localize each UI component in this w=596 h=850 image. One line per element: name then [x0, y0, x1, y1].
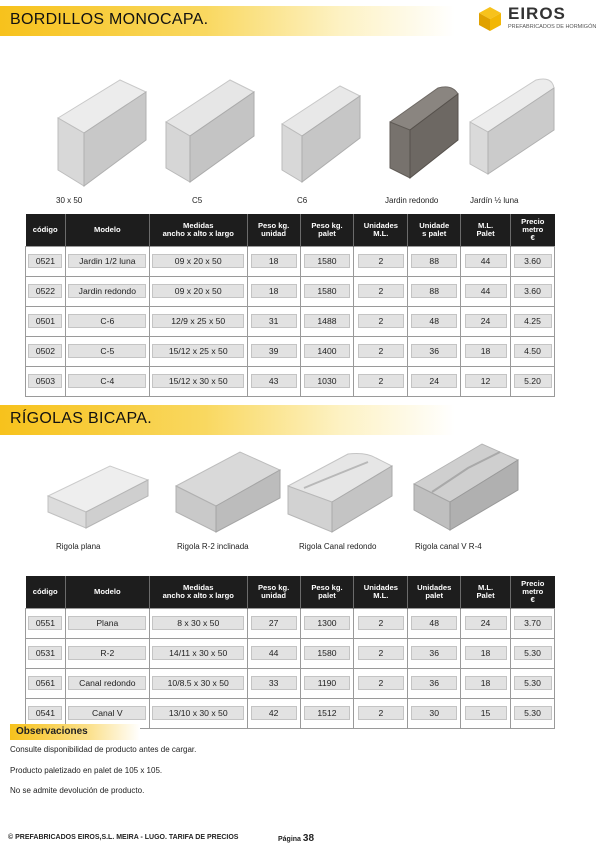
- cell-value-ml-palet: 18: [465, 646, 507, 660]
- cell-value-codigo: 0522: [28, 284, 62, 298]
- table-cell: [247, 306, 300, 336]
- table-row: [26, 336, 555, 366]
- cell-value-modelo: Canal V: [68, 706, 146, 720]
- cell-value-ml-palet: 24: [465, 314, 507, 328]
- section-banner-rigolas: [0, 405, 455, 435]
- column-header-modelo: Modelo: [65, 214, 149, 246]
- table-row: [26, 306, 555, 336]
- section-title: BORDILLOS MONOCAPA.: [10, 11, 209, 28]
- table-cell: [300, 668, 354, 698]
- table-cell: [300, 246, 354, 276]
- cell-value-ml-palet: 18: [465, 344, 507, 358]
- cell-value-medidas: 09 x 20 x 50: [152, 284, 244, 298]
- table-cell: [149, 366, 247, 396]
- section-title: RÍGOLAS BICAPA.: [10, 410, 153, 427]
- cell-value-precio-metro: 4.25: [514, 314, 552, 328]
- cell-value-unidades-ml: 2: [358, 616, 404, 630]
- table-cell: [65, 366, 149, 396]
- price-table-bordillos: [25, 214, 555, 397]
- cell-value-codigo: 0551: [28, 616, 62, 630]
- table-cell: [408, 366, 461, 396]
- table-cell: [408, 306, 461, 336]
- table-cell: [247, 276, 300, 306]
- cell-value-peso-palet: 1580: [304, 646, 350, 660]
- column-header-ml-palet: M.L. Palet: [461, 214, 511, 246]
- cell-value-medidas: 8 x 30 x 50: [152, 616, 244, 630]
- cell-value-modelo: C-5: [68, 344, 146, 358]
- product-image-rigola-canal-v: [410, 438, 522, 534]
- table-row: [26, 638, 555, 668]
- table-cell: [354, 608, 408, 638]
- cell-value-codigo: 0521: [28, 254, 62, 268]
- table-row: [26, 366, 555, 396]
- cell-value-peso-palet: 1512: [304, 706, 350, 720]
- eiros-logo: [478, 4, 596, 34]
- cell-value-peso-unidad: 18: [251, 284, 297, 298]
- cell-value-codigo: 0561: [28, 676, 62, 690]
- section-banner-bordillos: [0, 6, 455, 36]
- table-cell: [354, 698, 408, 728]
- cell-value-unidades-palet: 36: [411, 646, 457, 660]
- table-cell: [354, 246, 408, 276]
- table-cell: [408, 638, 461, 668]
- logo-wordmark: EIROS: [508, 4, 566, 23]
- table-cell: [408, 336, 461, 366]
- table-cell: [247, 668, 300, 698]
- table-cell: [247, 638, 300, 668]
- page-number-label: [278, 833, 314, 844]
- table-cell: [354, 366, 408, 396]
- column-header-medidas: Medidas ancho x alto x largo: [149, 214, 247, 246]
- table-cell: [65, 246, 149, 276]
- table-cell: [408, 698, 461, 728]
- cube-logo-icon: [478, 6, 502, 32]
- cell-value-unidades-palet: 48: [411, 616, 457, 630]
- table-cell: [300, 608, 354, 638]
- cell-value-modelo: C-4: [68, 374, 146, 388]
- product-caption: C6: [297, 196, 308, 205]
- table-cell: [354, 638, 408, 668]
- cell-value-peso-unidad: 27: [251, 616, 297, 630]
- table-cell: [247, 336, 300, 366]
- cell-value-medidas: 10/8.5 x 30 x 50: [152, 676, 244, 690]
- product-image-c6: [276, 82, 366, 187]
- cell-value-peso-unidad: 33: [251, 676, 297, 690]
- cell-value-peso-unidad: 43: [251, 374, 297, 388]
- table-cell: [247, 246, 300, 276]
- footer-copyright: © PREFABRICADOS EIROS,S.L. MEIRA - LUGO. TARIFA DE PRECIOS: [8, 834, 239, 841]
- table-cell: [65, 668, 149, 698]
- cell-value-unidades-palet: 36: [411, 344, 457, 358]
- column-header-unidades-palet: Unidades palet: [408, 576, 461, 608]
- cell-value-peso-palet: 1580: [304, 254, 350, 268]
- cell-value-precio-metro: 4.50: [514, 344, 552, 358]
- cell-value-medidas: 15/12 x 30 x 50: [152, 374, 244, 388]
- cell-value-ml-palet: 44: [465, 254, 507, 268]
- table-cell: [511, 276, 555, 306]
- table-cell: [300, 336, 354, 366]
- table-cell: [149, 698, 247, 728]
- table-cell: [65, 276, 149, 306]
- column-header-unidades-ml: Unidades M.L.: [354, 576, 408, 608]
- product-caption: Jardin redondo: [385, 196, 439, 205]
- observations-label: [10, 724, 140, 740]
- table-cell: [247, 698, 300, 728]
- observation-line: No se admite devolución de producto.: [10, 786, 145, 795]
- cell-value-ml-palet: 15: [465, 706, 507, 720]
- cell-value-modelo: Canal redondo: [68, 676, 146, 690]
- column-header-peso-unidad: Peso kg. unidad: [247, 576, 300, 608]
- product-image-rigola-canal-redondo: [284, 448, 396, 536]
- cell-value-precio-metro: 5.30: [514, 676, 552, 690]
- column-header-precio-metro: Precio metro €: [511, 214, 555, 246]
- table-cell: [408, 276, 461, 306]
- product-image-jardin-media-luna: [466, 76, 558, 180]
- cell-value-peso-palet: 1580: [304, 284, 350, 298]
- table-cell: [26, 668, 66, 698]
- table-cell: [149, 246, 247, 276]
- cell-value-modelo: Jardin redondo: [68, 284, 146, 298]
- table-cell: [354, 668, 408, 698]
- table-cell: [461, 306, 511, 336]
- product-caption: 30 x 50: [56, 196, 83, 205]
- cell-value-medidas: 14/11 x 30 x 50: [152, 646, 244, 660]
- cell-value-peso-palet: 1488: [304, 314, 350, 328]
- product-caption: Rigola Canal redondo: [299, 542, 377, 551]
- cell-value-codigo: 0503: [28, 374, 62, 388]
- table-cell: [149, 638, 247, 668]
- cell-value-unidades-ml: 2: [358, 254, 404, 268]
- cell-value-modelo: C-6: [68, 314, 146, 328]
- cell-value-unidades-ml: 2: [358, 314, 404, 328]
- cell-value-unidades-ml: 2: [358, 646, 404, 660]
- observation-line: Producto paletizado en palet de 105 x 105.: [10, 766, 163, 775]
- table-cell: [511, 246, 555, 276]
- table-row: [26, 608, 555, 638]
- table-cell: [26, 276, 66, 306]
- cell-value-precio-metro: 5.30: [514, 706, 552, 720]
- logo-tagline: PREFABRICADOS DE HORMIGÓN: [508, 24, 596, 30]
- table-cell: [354, 276, 408, 306]
- column-header-modelo: Modelo: [65, 576, 149, 608]
- cell-value-unidades-ml: 2: [358, 284, 404, 298]
- product-image-rigola-r2: [172, 448, 284, 536]
- table-cell: [354, 336, 408, 366]
- cell-value-precio-metro: 3.60: [514, 254, 552, 268]
- cell-value-ml-palet: 24: [465, 616, 507, 630]
- table-cell: [247, 608, 300, 638]
- cell-value-unidades-palet: 88: [411, 254, 457, 268]
- table-cell: [149, 306, 247, 336]
- column-header-unidades-palet: Unidade s palet: [408, 214, 461, 246]
- table-cell: [511, 638, 555, 668]
- column-header-unidades-ml: Unidades M.L.: [354, 214, 408, 246]
- table-cell: [247, 366, 300, 396]
- product-image-30x50: [50, 78, 150, 188]
- cell-value-codigo: 0502: [28, 344, 62, 358]
- table-cell: [461, 668, 511, 698]
- cell-value-modelo: R-2: [68, 646, 146, 660]
- table-cell: [511, 366, 555, 396]
- cell-value-peso-palet: 1300: [304, 616, 350, 630]
- table-cell: [511, 336, 555, 366]
- column-header-medidas: Medidas ancho x alto x largo: [149, 576, 247, 608]
- table-cell: [461, 698, 511, 728]
- observations-title: Observaciones: [16, 726, 88, 737]
- table-cell: [26, 336, 66, 366]
- page-label: Página: [278, 836, 301, 843]
- cell-value-modelo: Plana: [68, 616, 146, 630]
- product-image-rigola-plana: [44, 462, 152, 534]
- cell-value-medidas: 12/9 x 25 x 50: [152, 314, 244, 328]
- table-cell: [300, 698, 354, 728]
- cell-value-codigo: 0541: [28, 706, 62, 720]
- column-header-ml-palet: M.L. Palet: [461, 576, 511, 608]
- column-header-peso-palet: Peso kg. palet: [300, 214, 354, 246]
- product-caption: Rigola canal V R-4: [415, 542, 482, 551]
- table-cell: [149, 608, 247, 638]
- table-cell: [511, 608, 555, 638]
- cell-value-unidades-palet: 30: [411, 706, 457, 720]
- price-table-rigolas: [25, 576, 555, 729]
- cell-value-unidades-ml: 2: [358, 706, 404, 720]
- cell-value-precio-metro: 5.30: [514, 646, 552, 660]
- page-number: 38: [302, 833, 315, 844]
- observation-line: Consulte disponibilidad de producto antes de cargar.: [10, 745, 197, 754]
- table-cell: [26, 638, 66, 668]
- table-cell: [26, 306, 66, 336]
- product-caption: Rigola R-2 inclinada: [177, 542, 249, 551]
- cell-value-ml-palet: 44: [465, 284, 507, 298]
- product-caption: C5: [192, 196, 203, 205]
- table-cell: [408, 668, 461, 698]
- product-caption: Rigola plana: [56, 542, 101, 551]
- cell-value-precio-metro: 3.60: [514, 284, 552, 298]
- table-row: [26, 246, 555, 276]
- cell-value-unidades-ml: 2: [358, 344, 404, 358]
- cell-value-medidas: 09 x 20 x 50: [152, 254, 244, 268]
- cell-value-peso-palet: 1400: [304, 344, 350, 358]
- table-cell: [461, 246, 511, 276]
- cell-value-unidades-ml: 2: [358, 374, 404, 388]
- cell-value-peso-palet: 1190: [304, 676, 350, 690]
- cell-value-peso-palet: 1030: [304, 374, 350, 388]
- cell-value-peso-unidad: 39: [251, 344, 297, 358]
- column-header-precio-metro: Precio metro €: [511, 576, 555, 608]
- table-cell: [300, 276, 354, 306]
- cell-value-ml-palet: 12: [465, 374, 507, 388]
- table-cell: [511, 668, 555, 698]
- table-cell: [408, 246, 461, 276]
- table-cell: [65, 608, 149, 638]
- table-row: [26, 668, 555, 698]
- cell-value-unidades-ml: 2: [358, 676, 404, 690]
- column-header-peso-unidad: Peso kg. unidad: [247, 214, 300, 246]
- cell-value-peso-unidad: 42: [251, 706, 297, 720]
- product-image-c5: [160, 78, 260, 188]
- table-cell: [26, 366, 66, 396]
- product-caption: Jardín ½ luna: [470, 196, 519, 205]
- cell-value-ml-palet: 18: [465, 676, 507, 690]
- table-cell: [461, 366, 511, 396]
- table-cell: [300, 306, 354, 336]
- table-cell: [300, 638, 354, 668]
- cell-value-unidades-palet: 36: [411, 676, 457, 690]
- column-header-peso-palet: Peso kg. palet: [300, 576, 354, 608]
- table-cell: [511, 698, 555, 728]
- table-cell: [461, 276, 511, 306]
- product-image-jardin-redondo: [384, 82, 464, 182]
- table-cell: [461, 336, 511, 366]
- cell-value-modelo: Jardin 1/2 luna: [68, 254, 146, 268]
- cell-value-medidas: 15/12 x 25 x 50: [152, 344, 244, 358]
- table-cell: [461, 608, 511, 638]
- cell-value-unidades-palet: 88: [411, 284, 457, 298]
- cell-value-unidades-palet: 24: [411, 374, 457, 388]
- table-cell: [149, 336, 247, 366]
- table-cell: [65, 306, 149, 336]
- column-header-codigo: código: [26, 576, 66, 608]
- table-row: [26, 276, 555, 306]
- cell-value-codigo: 0531: [28, 646, 62, 660]
- table-cell: [408, 608, 461, 638]
- cell-value-peso-unidad: 31: [251, 314, 297, 328]
- cell-value-peso-unidad: 18: [251, 254, 297, 268]
- cell-value-medidas: 13/10 x 30 x 50: [152, 706, 244, 720]
- table-cell: [149, 276, 247, 306]
- table-cell: [26, 608, 66, 638]
- cell-value-precio-metro: 3.70: [514, 616, 552, 630]
- table-cell: [354, 306, 408, 336]
- table-cell: [149, 668, 247, 698]
- table-cell: [26, 246, 66, 276]
- cell-value-peso-unidad: 44: [251, 646, 297, 660]
- column-header-codigo: código: [26, 214, 66, 246]
- table-cell: [461, 638, 511, 668]
- table-cell: [65, 336, 149, 366]
- table-cell: [300, 366, 354, 396]
- table-cell: [511, 306, 555, 336]
- cell-value-codigo: 0501: [28, 314, 62, 328]
- table-cell: [65, 638, 149, 668]
- cell-value-precio-metro: 5.20: [514, 374, 552, 388]
- cell-value-unidades-palet: 48: [411, 314, 457, 328]
